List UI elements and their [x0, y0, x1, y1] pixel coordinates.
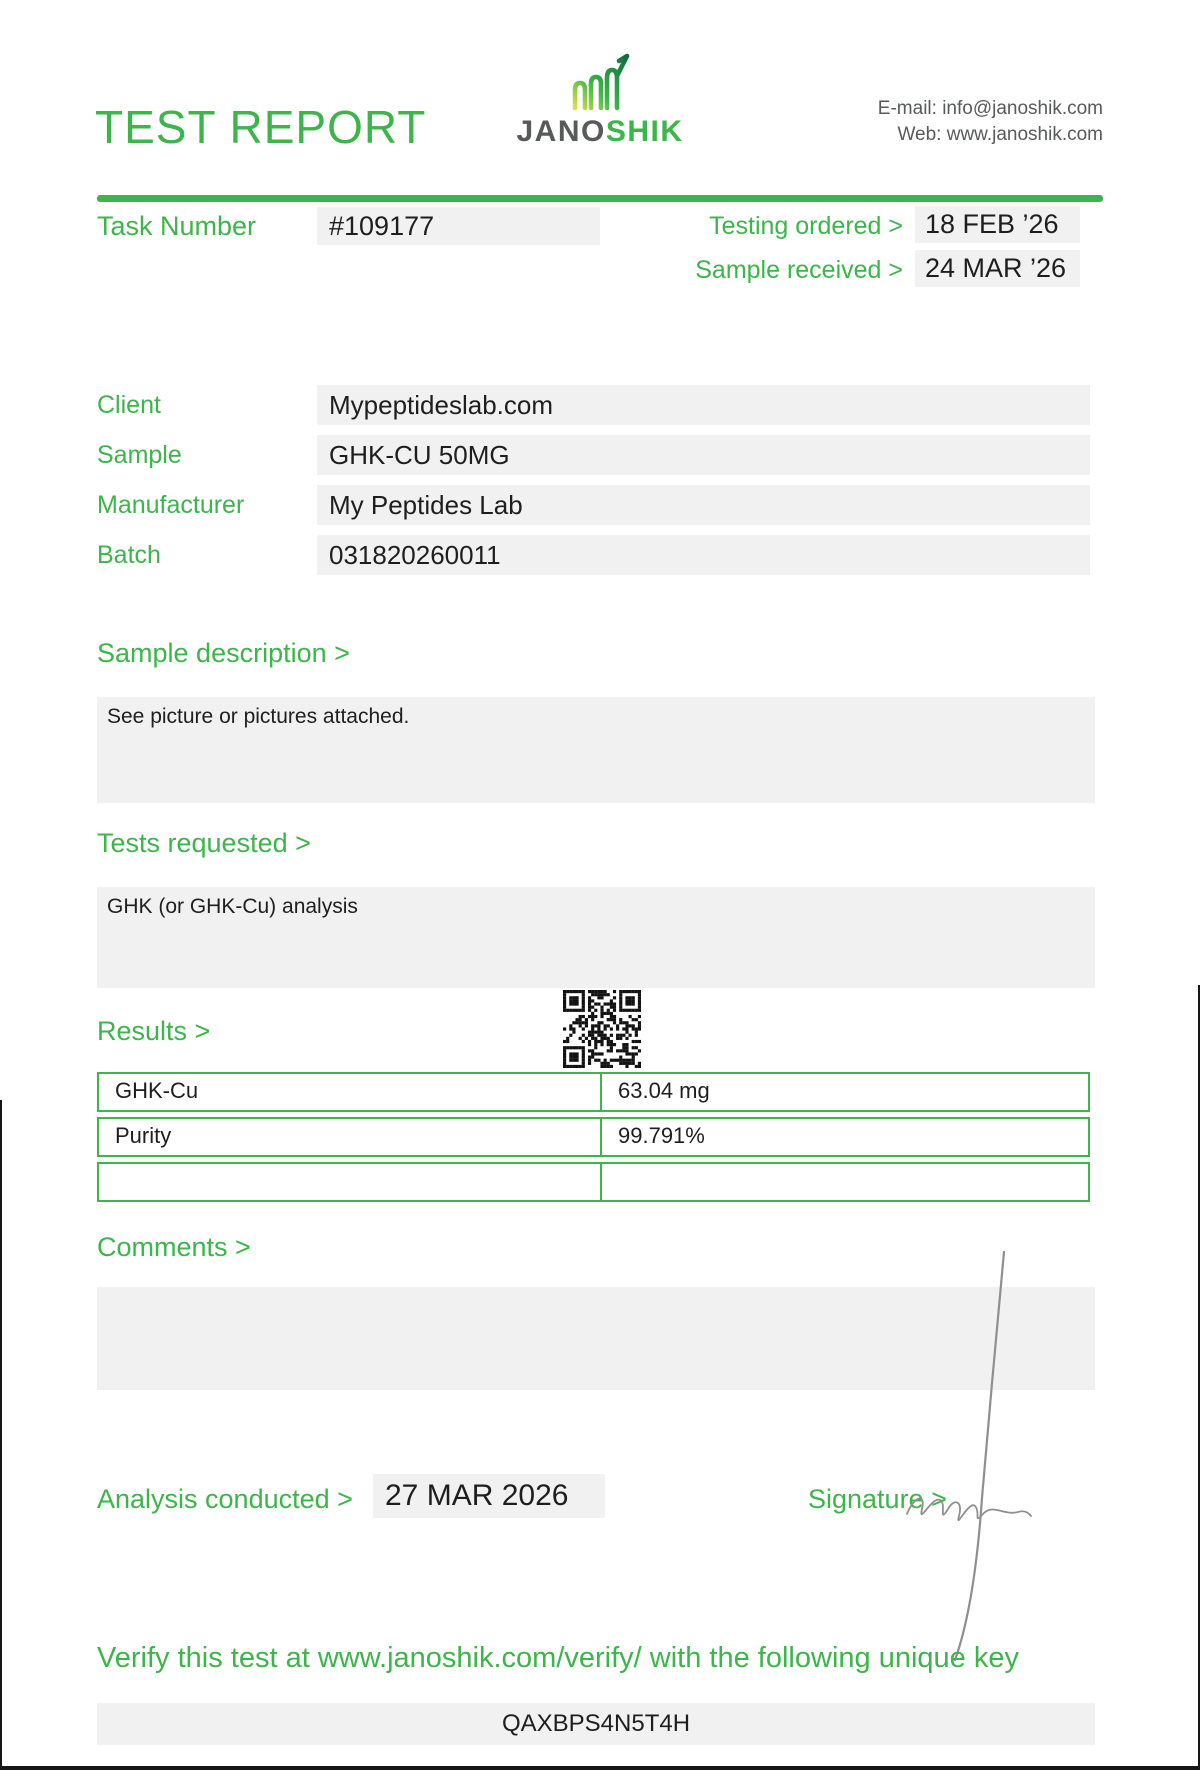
- sample-description-heading: Sample description >: [97, 638, 350, 668]
- verify-key-value: QAXBPS4N5T4H: [97, 1703, 1095, 1745]
- header-divider: [97, 195, 1103, 202]
- analysis-conducted-label: Analysis conducted >: [97, 1484, 353, 1514]
- manufacturer-label: Manufacturer: [97, 491, 245, 519]
- testing-ordered-value: 18 FEB ’26: [915, 206, 1080, 243]
- contact-email: E-mail: info@janoshik.com: [877, 98, 1103, 119]
- logo-jano: JANO: [516, 115, 606, 148]
- page-edge-left: [0, 1100, 2, 1770]
- verify-instruction: Verify this test at www.janoshik.com/verify/ with the following unique key: [97, 1642, 1019, 1674]
- result-name: Purity: [99, 1119, 602, 1155]
- tests-requested-heading: Tests requested >: [97, 828, 311, 858]
- logo-shik: SHIK: [605, 115, 684, 148]
- janoshik-logo: [505, 52, 695, 149]
- page-title: TEST REPORT: [95, 101, 427, 153]
- result-name: GHK-Cu: [99, 1074, 602, 1110]
- sample-received-value: 24 MAR ’26: [915, 250, 1080, 287]
- signature-label: Signature >: [808, 1484, 947, 1514]
- comments-heading: Comments >: [97, 1232, 251, 1262]
- sample-received-label: Sample received >: [695, 256, 903, 284]
- sample-label: Sample: [97, 441, 182, 469]
- manufacturer-value: My Peptides Lab: [317, 485, 1090, 525]
- results-heading: Results >: [97, 1016, 211, 1046]
- result-name: [99, 1164, 602, 1200]
- analysis-date-value: 27 MAR 2026: [373, 1474, 605, 1518]
- sample-value: GHK-CU 50MG: [317, 435, 1090, 475]
- result-value: [602, 1164, 1088, 1200]
- logo-chart-icon: [569, 52, 631, 112]
- testing-ordered-label: Testing ordered >: [709, 212, 903, 240]
- contact-web: Web: www.janoshik.com: [897, 124, 1103, 145]
- signature-scribble: [852, 1246, 1057, 1666]
- client-label: Client: [97, 391, 161, 419]
- client-value: Mypeptideslab.com: [317, 385, 1090, 425]
- logo-wordmark: [505, 115, 695, 149]
- task-number-label: Task Number: [97, 211, 257, 241]
- batch-label: Batch: [97, 541, 161, 569]
- table-row: [97, 1162, 1090, 1202]
- sample-description-box: See picture or pictures attached.: [97, 697, 1095, 803]
- result-value: 63.04 mg: [618, 1078, 710, 1103]
- batch-value: 031820260011: [317, 535, 1090, 575]
- tests-requested-box: GHK (or GHK-Cu) analysis: [97, 887, 1095, 988]
- task-number-value: #109177: [317, 207, 600, 245]
- contact-info: [878, 96, 1103, 148]
- page-edge-bottom: [0, 1766, 1200, 1770]
- table-row: [97, 1117, 1090, 1157]
- result-value: 99.791%: [618, 1123, 705, 1148]
- qr-code: [563, 990, 641, 1068]
- table-row: [97, 1072, 1090, 1112]
